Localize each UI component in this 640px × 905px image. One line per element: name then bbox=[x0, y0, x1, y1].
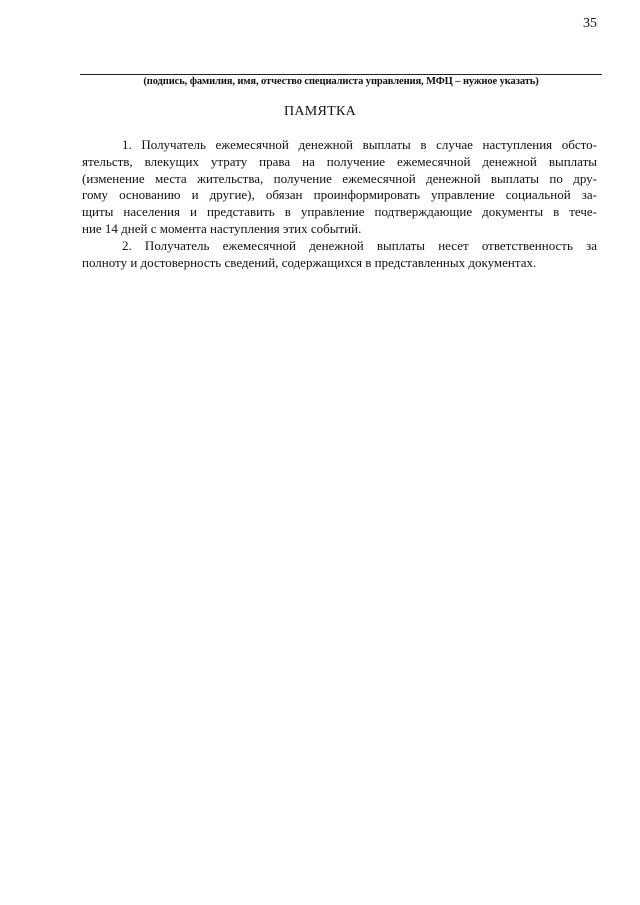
text-line: щиты населения и представить в управление подтверждающие документы в тече- bbox=[82, 204, 597, 220]
text-line: 2. Получатель ежемесячной денежной выплаты несет ответственность за bbox=[122, 237, 597, 253]
text-line: гому основанию и другие), обязан проинформировать управление социальной за- bbox=[82, 187, 597, 203]
signature-caption: (подпись, фамилия, имя, отчество специалиста управления, МФЦ – нужное указать) bbox=[143, 76, 539, 87]
text-line: полноту и достоверность сведений, содержащихся в представленных документах. bbox=[82, 254, 537, 270]
signature-line bbox=[80, 74, 602, 75]
text-line: ние 14 дней с момента наступления этих событий. bbox=[82, 220, 362, 236]
text-line: ятельств, влекущих утрату права на получение ежемесячной денежной выплаты bbox=[82, 153, 597, 169]
paragraph-2 bbox=[82, 238, 597, 272]
document-heading: ПАМЯТКА bbox=[283, 104, 357, 119]
text-line: 1. Получатель ежемесячной денежной выплаты в случае наступления обсто- bbox=[122, 137, 597, 152]
page-number: 35 bbox=[583, 16, 597, 31]
memo-body bbox=[82, 137, 597, 271]
text-line: (изменение места жительства, получение ежемесячной денежной выплаты по дру- bbox=[82, 170, 597, 186]
paragraph-1 bbox=[82, 137, 597, 238]
